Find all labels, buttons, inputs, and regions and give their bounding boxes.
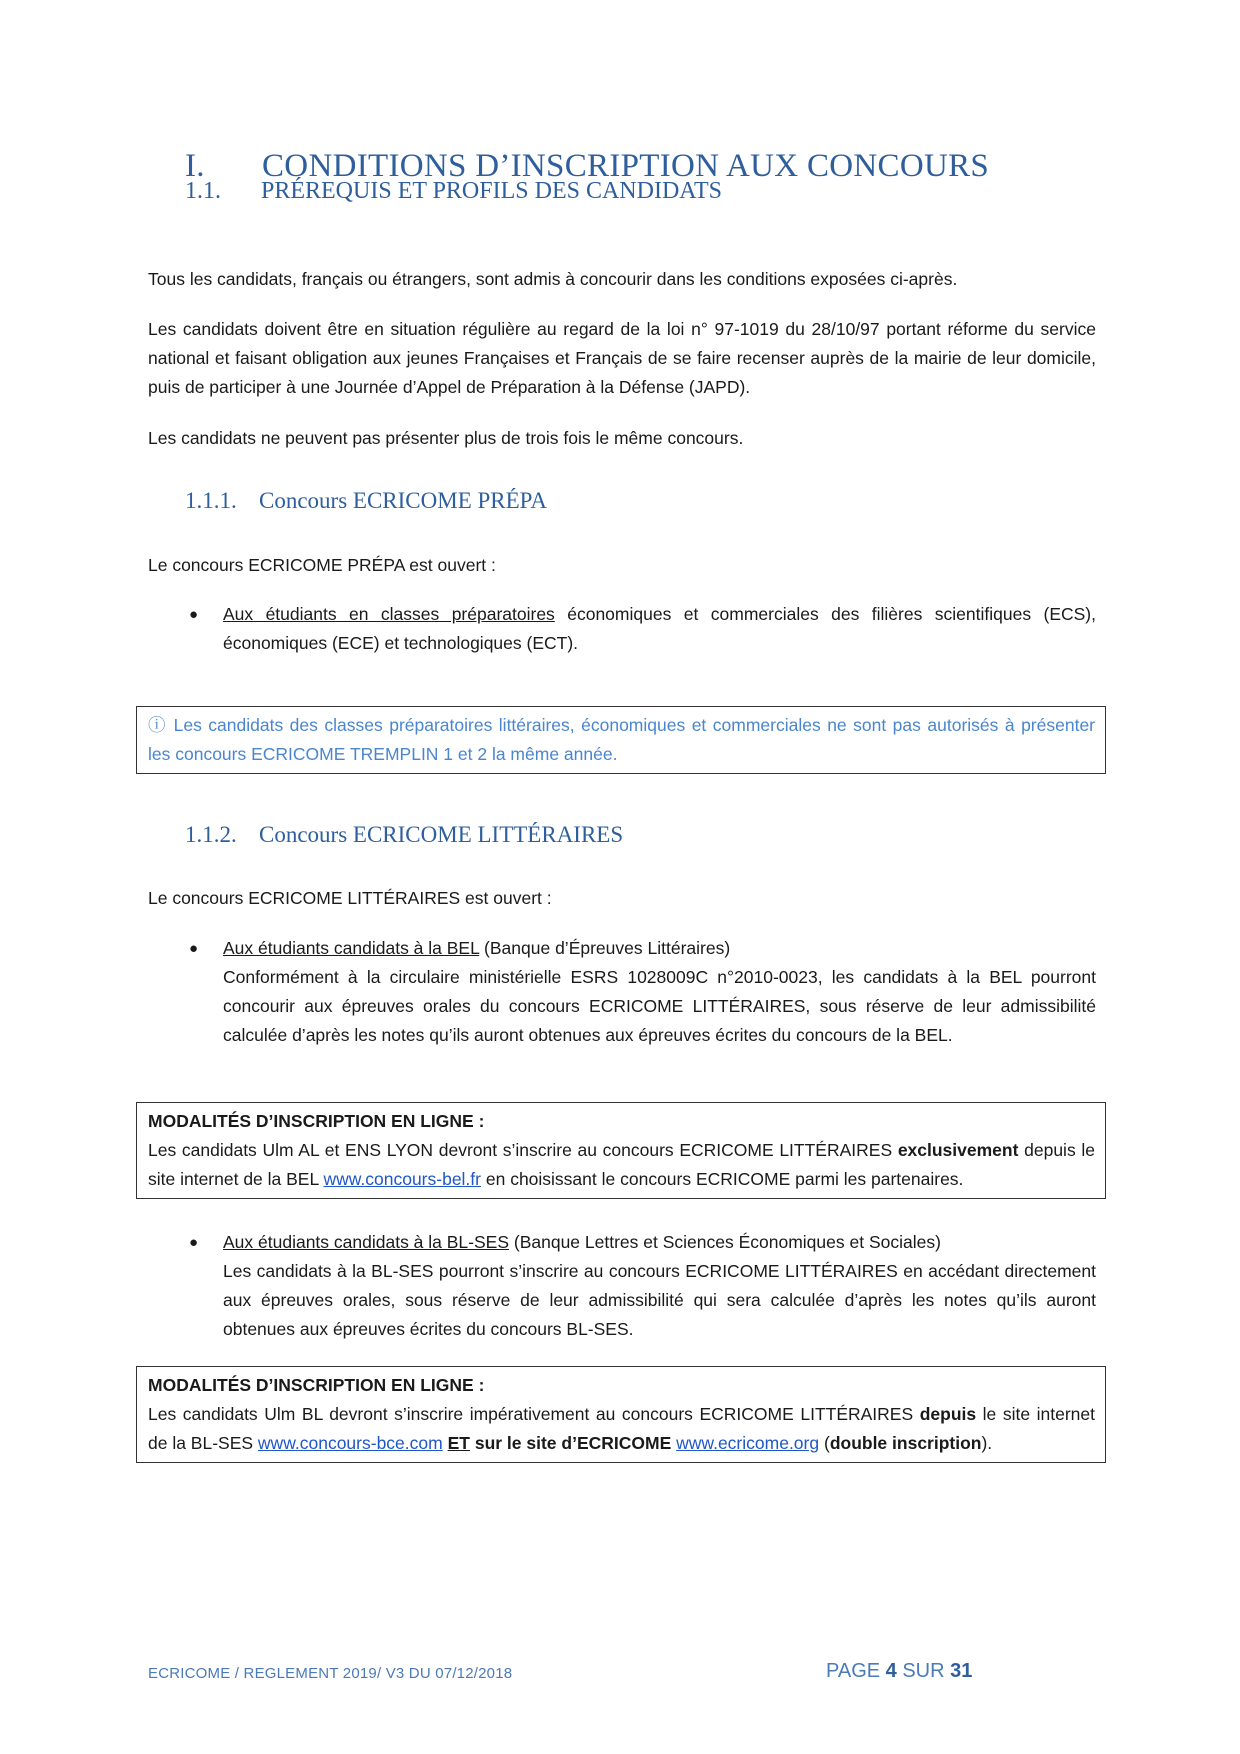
heading-prepa-title: Concours ECRICOME PRÉPA [259, 488, 547, 513]
blses-modalites-text-4: ). [981, 1433, 993, 1453]
blses-bullet-text: Les candidats à la BL-SES pourront s’inscrire au concours ECRICOME LITTÉRAIRES en accédant directement aux épreuves orales, sous réserve de leur admissibilité qui sera calculée d’après les notes qu’ils auront obtenues aux épreuves écrites du concours BL-SES. [223, 1261, 1096, 1339]
prepa-bullet [189, 600, 1096, 658]
prepa-lead: Le concours ECRICOME PRÉPA est ouvert : [148, 555, 496, 575]
bel-modalites-box [136, 1102, 1106, 1199]
bel-modalites-text-1: Les candidats Ulm AL et ENS LYON devront s’inscrire au concours ECRICOME LITTÉRAIRES [148, 1140, 898, 1160]
heading-prepa-number: 1.1.1. [185, 488, 237, 513]
intro-paragraph-2: Les candidats doivent être en situation régulière au regard de la loi n° 97-1019 du 28/10/97 portant réforme du service national et faisant obligation aux jeunes Françaises et Français de se faire recenser auprès de la mairie de leur domicile, puis de participer à une Journée d’Appel de Préparation à la Défense (JAPD). [148, 319, 1096, 397]
blses-modalites-bold-site: sur le site d’ECRICOME [469, 1433, 672, 1453]
bel-bullet-text: Conformément à la circulaire ministérielle ESRS 1028009C n°2010-0023, les candidats à la BEL pourront concourir aux épreuves orales du concours ECRICOME LITTÉRAIRES, sous réserve de leur admissibilité calculée d’après les notes qu’ils auront obtenues aux épreuves écrites du concours de la BEL. [223, 967, 1096, 1045]
blses-bullet [189, 1228, 1096, 1344]
footer-page-current: 4 [885, 1660, 897, 1682]
bel-bullet-underlined: Aux étudiants candidats à la BEL [223, 938, 480, 958]
blses-bullet-paren: (Banque Lettres et Sciences Économiques et Sociales) [509, 1232, 941, 1252]
intro-paragraph-1: Tous les candidats, français ou étrangers, sont admis à concourir dans les conditions exposées ci-après. [148, 269, 958, 289]
prepa-bullet-text: économiques et commerciales des filières scientifiques (ECS), économiques (ECE) et technologiques (ECT). [223, 604, 1096, 653]
prepa-info-text: Les candidats des classes préparatoires littéraires, économiques et commerciales ne sont pas autorisés à présenter les concours ECRICOME TREMPLIN 1 et 2 la même année. [148, 715, 1096, 764]
heading-litt [185, 822, 623, 848]
footer-page-label: PAGE [826, 1660, 886, 1682]
heading-prepa [185, 488, 547, 514]
bel-modalites-text-2: depuis le site internet de la BEL [148, 1140, 1095, 1189]
bel-modalites-bold: exclusivement [897, 1140, 1019, 1160]
heading-1-title: CONDITIONS D’INSCRIPTION AUX CONCOURS [262, 148, 990, 184]
blses-modalites-text-2: le site internet de la BL-SES [148, 1404, 1095, 1453]
blses-modalites-et: ET [447, 1433, 470, 1453]
blses-bullet-underlined: Aux étudiants candidats à la BL-SES [223, 1232, 510, 1252]
concours-bel-link[interactable]: www.concours-bel.fr [323, 1169, 481, 1189]
prepa-info-box [136, 706, 1106, 774]
bel-modalites-text [148, 1136, 1095, 1194]
heading-2-number: 1.1. [185, 178, 221, 204]
heading-litt-title: Concours ECRICOME LITTÉRAIRES [259, 822, 624, 847]
footer-page-number [826, 1660, 972, 1683]
info-icon: ⓘ [148, 715, 168, 735]
blses-modalites-bold-depuis: depuis [919, 1404, 977, 1424]
bel-bullet [189, 934, 1096, 1050]
footer-reference: ECRICOME / REGLEMENT 2019/ V3 DU 07/12/2018 [148, 1665, 513, 1682]
blses-modalites-bold-double: double inscription [829, 1433, 982, 1453]
footer-of-label: SUR [896, 1660, 951, 1682]
bullet-icon: ● [189, 606, 199, 623]
heading-2 [185, 178, 722, 205]
heading-2-title: PRÉREQUIS ET PROFILS DES CANDIDATS [261, 178, 722, 204]
ecricome-link[interactable]: www.ecricome.org [676, 1433, 820, 1453]
bullet-icon: ● [189, 1234, 199, 1251]
blses-modalites-title: MODALITÉS D’INSCRIPTION EN LIGNE : [148, 1375, 485, 1395]
heading-1-number: I. [185, 148, 205, 184]
prepa-bullet-underlined: Aux étudiants en classes préparatoires [223, 604, 555, 624]
footer-page-total: 31 [950, 1660, 973, 1682]
blses-modalites-text-1: Les candidats Ulm BL devront s’inscrire impérativement au concours ECRICOME LITTÉRAIRES [148, 1404, 920, 1424]
bullet-icon: ● [189, 940, 199, 957]
heading-litt-number: 1.1.2. [185, 822, 237, 847]
blses-modalites-box [136, 1366, 1106, 1463]
bel-modalites-title: MODALITÉS D’INSCRIPTION EN LIGNE : [148, 1111, 485, 1131]
blses-modalites-text-3: ( [819, 1433, 830, 1453]
litt-lead: Le concours ECRICOME LITTÉRAIRES est ouvert : [148, 888, 552, 908]
bel-modalites-text-3: en choisissant le concours ECRICOME parmi les partenaires. [481, 1169, 964, 1189]
concours-bce-link[interactable]: www.concours-bce.com [257, 1433, 443, 1453]
intro-paragraph-3: Les candidats ne peuvent pas présenter plus de trois fois le même concours. [148, 428, 744, 448]
blses-modalites-text [148, 1400, 1095, 1458]
bel-bullet-paren: (Banque d’Épreuves Littéraires) [479, 938, 731, 958]
